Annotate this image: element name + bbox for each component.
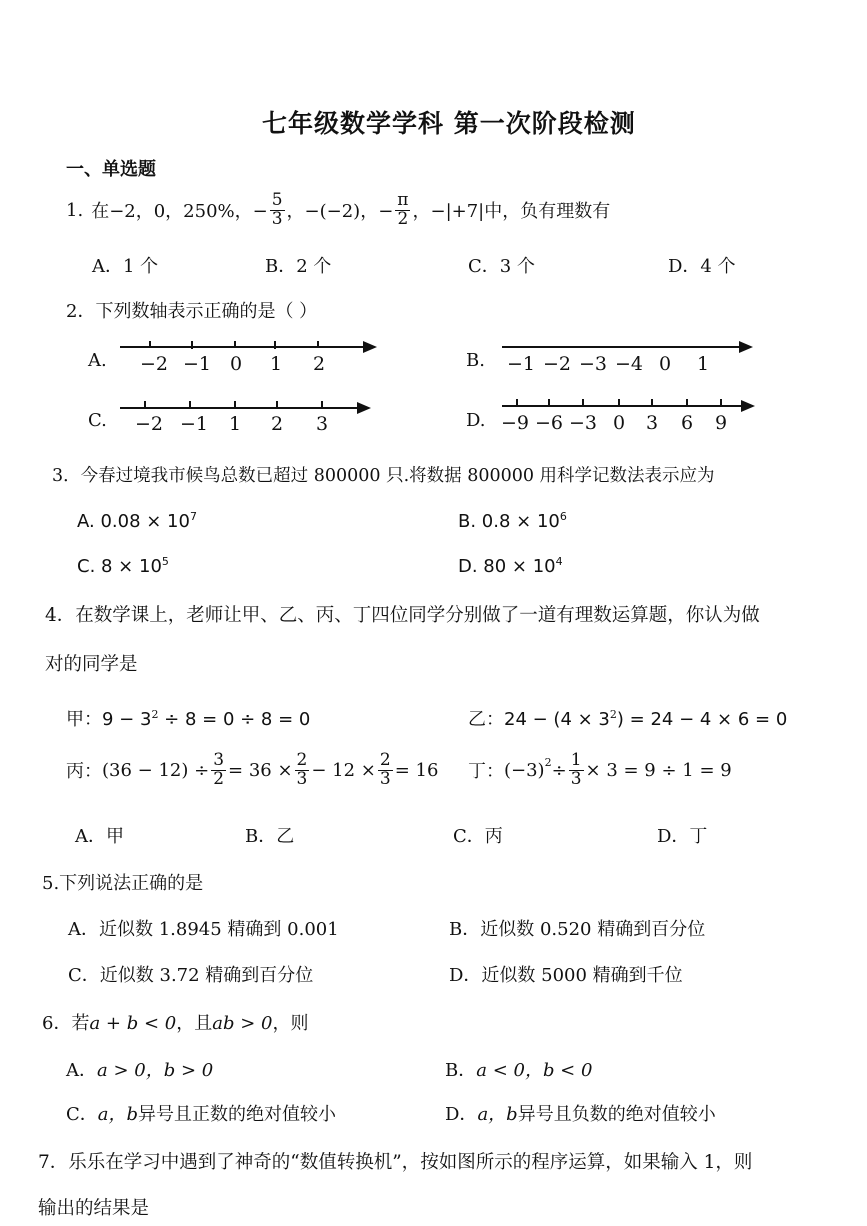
axis-d-tick-3: 0 bbox=[613, 412, 626, 434]
q3-option-b[interactable]: B. $0.8 \times 10^6$ bbox=[458, 510, 567, 532]
question-5: 5.下列说法正确的是 bbox=[42, 873, 204, 894]
q1-option-d[interactable]: D．4 个 bbox=[668, 256, 736, 277]
q4-option-d[interactable]: D．丁 bbox=[657, 826, 708, 847]
question-2: 2．下列数轴表示正确的是（ ） bbox=[66, 301, 318, 322]
q6-option-c[interactable]: C．a，b异号且正数的绝对值较小 bbox=[66, 1104, 337, 1125]
q1-fraction-5-3: $\frac{5}{3}$ bbox=[271, 190, 283, 229]
q4-option-a[interactable]: A．甲 bbox=[75, 826, 124, 847]
q1-option-c[interactable]: C．3 个 bbox=[468, 256, 535, 277]
q2-option-b-label[interactable]: B. bbox=[466, 350, 485, 371]
question-7-line-2: 输出的结果是 bbox=[38, 1198, 150, 1219]
q6-option-b[interactable]: B．a < 0，b < 0 bbox=[445, 1060, 593, 1081]
q4-option-b[interactable]: B．乙 bbox=[245, 826, 295, 847]
q5-option-b[interactable]: B．近似数 0.520 精确到百分位 bbox=[449, 919, 706, 940]
q5-option-d[interactable]: D．近似数 5000 精确到千位 bbox=[449, 965, 683, 986]
axis-c-tick-3: 2 bbox=[271, 413, 284, 435]
axis-c-tick-1: −1 bbox=[180, 413, 209, 435]
q3-option-a[interactable]: A. $0.08 \times 10^7$ bbox=[77, 510, 197, 532]
axis-a-tick-1: −1 bbox=[183, 353, 212, 375]
axis-a-tick-2: 0 bbox=[230, 353, 243, 375]
axis-d-tick-5: 6 bbox=[681, 412, 694, 434]
q4-jia: 甲：$9 - 3^2 \div 8 = 0 \div 8 = 0$ bbox=[66, 708, 311, 730]
axis-d-tick-6: 9 bbox=[715, 412, 728, 434]
q1-pre: 在 bbox=[91, 201, 110, 223]
axis-d-tick-0: −9 bbox=[501, 412, 530, 434]
q2-option-d-label[interactable]: D. bbox=[466, 410, 486, 431]
axis-c-tick-0: −2 bbox=[135, 413, 164, 435]
q2-option-c-label[interactable]: C. bbox=[88, 410, 107, 431]
axis-b-tick-2: −3 bbox=[579, 353, 608, 375]
axis-b-tick-0: −1 bbox=[507, 353, 536, 375]
question-1 bbox=[66, 192, 610, 229]
q2-number-line-a bbox=[115, 334, 380, 376]
q1-number: 1. bbox=[66, 199, 84, 221]
q2-option-a-label[interactable]: A. bbox=[88, 350, 107, 371]
q6-option-d[interactable]: D．a，b异号且负数的绝对值较小 bbox=[445, 1104, 716, 1125]
q6-option-a[interactable]: A．a > 0，b > 0 bbox=[66, 1060, 214, 1081]
q3-option-d[interactable]: D. $80 \times 10^4$ bbox=[458, 555, 563, 577]
axis-b-tick-5: 1 bbox=[697, 353, 710, 375]
section-heading: 一、单选题 bbox=[66, 159, 156, 180]
q2-number-line-c bbox=[115, 393, 375, 435]
axis-c-tick-4: 3 bbox=[316, 413, 329, 435]
q5-option-a[interactable]: A．近似数 1.8945 精确到 0.001 bbox=[68, 919, 339, 940]
q4-yi: 乙：$24 - (4 \times 3^2) = 24 - 4 \times 6 = 0$ bbox=[468, 708, 788, 730]
axis-b-tick-3: −4 bbox=[615, 353, 644, 375]
q1-option-a[interactable]: A．1 个 bbox=[92, 256, 159, 277]
q4-ding: 丁： (−3) $^2$ ÷ $\frac{1}{3}$ × 3 = 9 ÷ 1 = 9 bbox=[468, 750, 732, 789]
axis-d-tick-4: 3 bbox=[646, 412, 659, 434]
page-title: 七年级数学学科 第一次阶段检测 bbox=[262, 109, 636, 138]
q1-list-part3: ，−|+7|中，负有理数有 bbox=[412, 201, 611, 223]
axis-c-tick-2: 1 bbox=[229, 413, 242, 435]
axis-d-tick-1: −6 bbox=[535, 412, 564, 434]
q4-bing: 丙： (36 − 12) ÷ $\frac{3}{2}$ = 36 × $\frac{2}{3}$ − 12 × $\frac{2}{3}$ = 16 bbox=[66, 750, 439, 789]
axis-b-tick-4: 0 bbox=[659, 353, 672, 375]
q3-option-c[interactable]: C. $8 \times 10^5$ bbox=[77, 555, 169, 577]
axis-b-tick-1: −2 bbox=[543, 353, 572, 375]
q1-option-b[interactable]: B．2 个 bbox=[265, 256, 332, 277]
question-4-line-2: 对的同学是 bbox=[45, 654, 138, 675]
axis-a-tick-4: 2 bbox=[313, 353, 326, 375]
q1-list-part1: −2，0，250%，− bbox=[109, 201, 268, 223]
axis-d-tick-2: −3 bbox=[569, 412, 598, 434]
q2-number-line-d bbox=[497, 393, 759, 435]
axis-a-tick-0: −2 bbox=[140, 353, 169, 375]
question-6: 6．若a + b < 0，且ab > 0，则 bbox=[42, 1013, 309, 1034]
q5-option-c[interactable]: C．近似数 3.72 精确到百分位 bbox=[68, 965, 314, 986]
q1-list-part2: ，−(−2)，− bbox=[286, 201, 394, 223]
question-7-line-1: 7．乐乐在学习中遇到了神奇的“数值转换机”，按如图所示的程序运算，如果输入 1，则 bbox=[38, 1152, 753, 1173]
q1-fraction-pi-2: $\frac{\pi}{2}$ bbox=[397, 190, 409, 229]
q4-option-c[interactable]: C．丙 bbox=[453, 826, 503, 847]
axis-a-tick-3: 1 bbox=[270, 353, 283, 375]
question-3: 3．今春过境我市候鸟总数已超过 800000 只.将数据 800000 用科学记数法表示应为 bbox=[52, 466, 715, 486]
q2-number-line-b bbox=[497, 334, 757, 376]
question-4-line-1: 4．在数学课上，老师让甲、乙、丙、丁四位同学分别做了一道有理数运算题，你认为做 bbox=[45, 605, 760, 626]
